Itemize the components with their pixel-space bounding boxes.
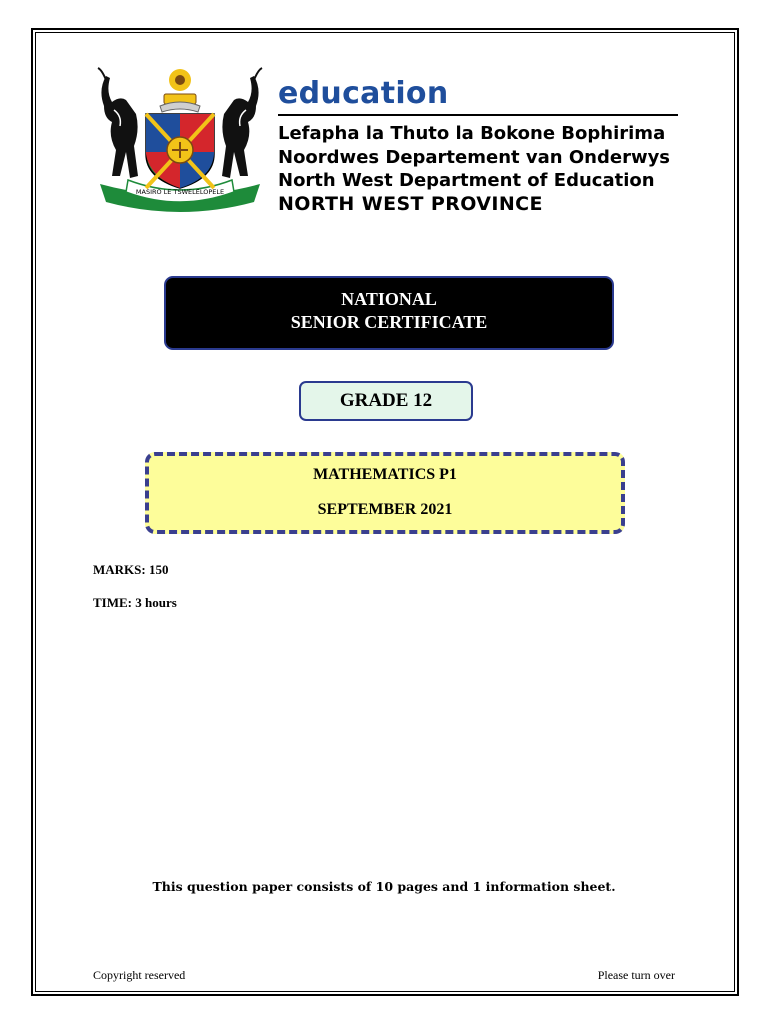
department-name-tswana: Lefapha la Thuto la Bokone Bophirima	[278, 123, 666, 144]
marks-label: MARKS: 150	[93, 562, 169, 577]
header-divider	[278, 114, 678, 116]
copyright-notice: Copyright reserved	[93, 968, 186, 982]
subject-name: MATHEMATICS P1	[313, 466, 457, 483]
time-label: TIME: 3 hours	[93, 595, 177, 610]
province-name: NORTH WEST PROVINCE	[278, 192, 543, 215]
turn-over-notice: Please turn over	[597, 968, 675, 982]
coat-of-arms-icon	[94, 66, 266, 220]
certificate-banner	[164, 276, 614, 350]
subject-panel	[145, 452, 625, 534]
certificate-line-1: NATIONAL	[341, 289, 437, 309]
department-name-english: North West Department of Education	[278, 170, 655, 191]
page-count-note: This question paper consists of 10 pages and 1 information sheet.	[152, 879, 616, 894]
department-title: education	[278, 76, 449, 111]
crest-motto: MASIRO LE TSWELELOPELE	[135, 188, 225, 196]
department-header	[278, 76, 682, 216]
grade-badge: GRADE 12	[299, 381, 473, 421]
department-name-afrikaans: Noordwes Departement van Onderwys	[278, 146, 671, 168]
certificate-line-2: SENIOR CERTIFICATE	[290, 312, 488, 332]
exam-date: SEPTEMBER 2021	[317, 501, 453, 518]
